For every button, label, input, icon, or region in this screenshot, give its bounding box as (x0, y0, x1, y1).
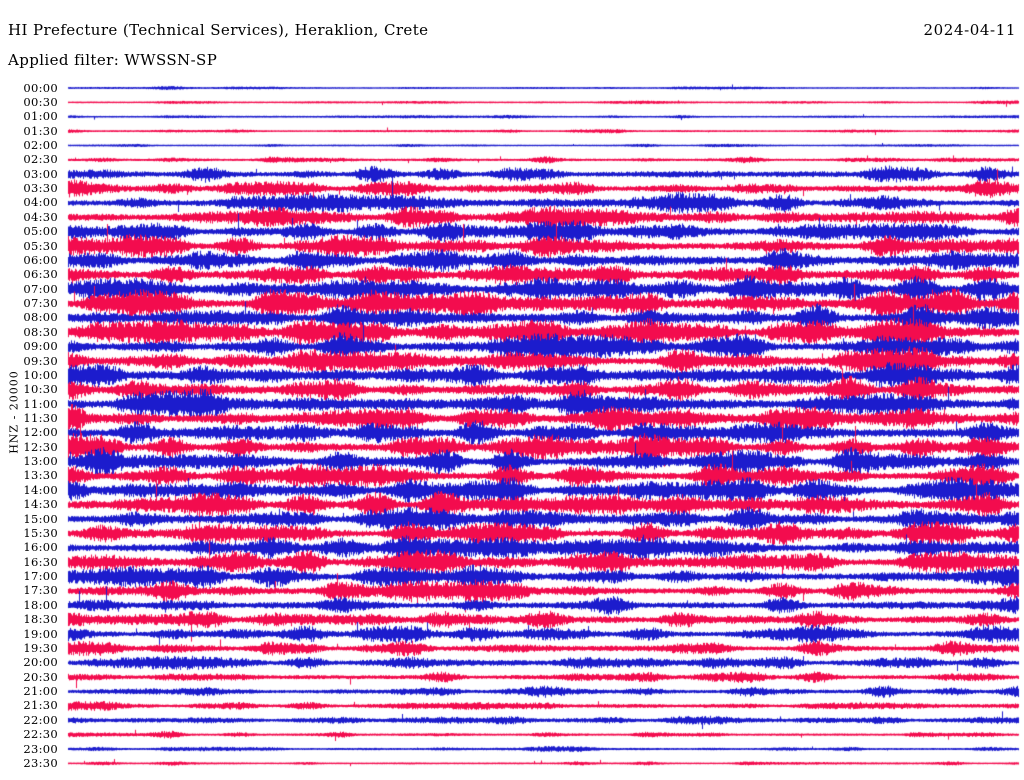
time-label: 16:30 (23, 554, 58, 569)
time-label: 19:30 (23, 640, 58, 655)
time-label: 11:00 (23, 396, 58, 411)
time-label: 12:00 (23, 425, 58, 440)
time-label: 14:30 (23, 497, 58, 512)
time-label: 06:00 (23, 252, 58, 267)
time-label: 18:00 (23, 597, 58, 612)
time-label: 12:30 (23, 439, 58, 454)
time-label: 07:00 (23, 281, 58, 296)
time-label: 04:30 (23, 209, 58, 224)
time-label: 16:00 (23, 540, 58, 555)
time-label: 22:00 (23, 712, 58, 727)
time-label: 01:30 (23, 123, 58, 138)
time-label: 07:30 (23, 296, 58, 311)
time-label: 10:00 (23, 367, 58, 382)
time-label: 06:30 (23, 267, 58, 282)
time-label: 13:00 (23, 454, 58, 469)
time-label: 00:30 (23, 94, 58, 109)
time-label: 08:00 (23, 310, 58, 325)
time-label: 14:00 (23, 482, 58, 497)
time-label: 03:30 (23, 181, 58, 196)
time-label: 04:00 (23, 195, 58, 210)
time-label: 17:00 (23, 569, 58, 584)
time-label: 02:30 (23, 152, 58, 167)
time-label: 00:00 (23, 80, 58, 95)
time-label: 20:00 (23, 655, 58, 670)
time-label: 18:30 (23, 612, 58, 627)
time-label: 21:00 (23, 684, 58, 699)
time-label: 03:00 (23, 166, 58, 181)
time-label: 17:30 (23, 583, 58, 598)
time-label: 15:00 (23, 511, 58, 526)
time-label: 09:30 (23, 353, 58, 368)
time-label: 10:30 (23, 382, 58, 397)
time-label: 15:30 (23, 525, 58, 540)
time-label: 08:30 (23, 324, 58, 339)
time-label: 02:00 (23, 137, 58, 152)
time-label: 13:30 (23, 468, 58, 483)
time-axis (0, 0, 64, 780)
time-label: 21:30 (23, 698, 58, 713)
time-label: 05:30 (23, 238, 58, 253)
time-label: 19:00 (23, 626, 58, 641)
time-label: 01:00 (23, 109, 58, 124)
time-label: 23:30 (23, 755, 58, 770)
time-label: 11:30 (23, 411, 58, 425)
time-label: 20:30 (23, 669, 58, 684)
time-label: 05:00 (23, 224, 58, 239)
time-label: 23:00 (23, 741, 58, 756)
time-label: 22:30 (23, 727, 58, 742)
time-label: 09:00 (23, 339, 58, 354)
